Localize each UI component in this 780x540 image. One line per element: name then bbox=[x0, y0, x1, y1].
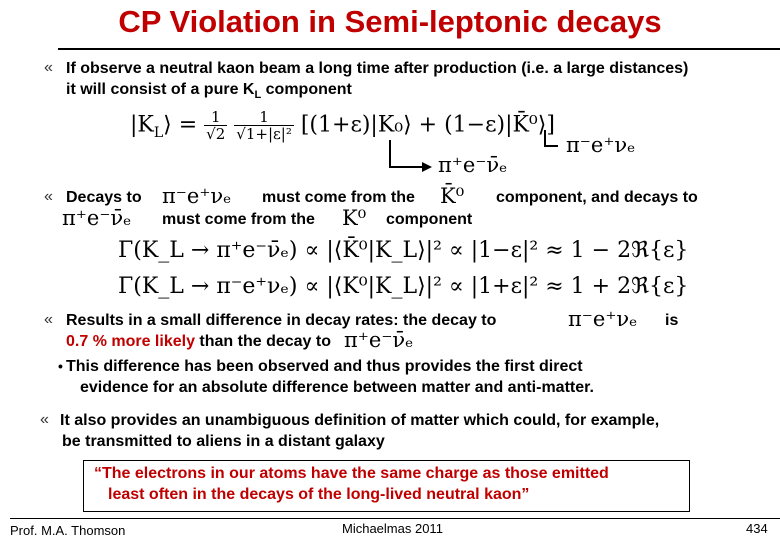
bullet3-line2: 0.7 % more likely than the decay to bbox=[66, 333, 331, 350]
bullet2-text-5: component bbox=[386, 211, 473, 228]
bullet3-math-1: π⁻e⁺νₑ bbox=[568, 307, 638, 331]
title-rule bbox=[58, 48, 780, 50]
gamma-equation-2: Γ(K_L → π⁻e⁺νₑ) ∝ |⟨K⁰|K_L⟩|² ∝ |1+ε|² ≈ 1 + 2ℜ{ε} bbox=[118, 274, 689, 299]
page-number: 434 bbox=[746, 521, 768, 536]
footer-term: Michaelmas 2011 bbox=[342, 521, 443, 536]
bullet-icon: « bbox=[44, 311, 53, 328]
bullet2-math-1: π⁻e⁺νₑ bbox=[162, 184, 232, 208]
bullet2-math-2: K̄⁰ bbox=[440, 184, 465, 208]
bullet2-text-4: must come from the bbox=[162, 211, 315, 228]
bullet2-text-2: must come from the bbox=[262, 189, 415, 206]
highlight-more-likely: 0.7 % more likely bbox=[66, 333, 195, 350]
bullet1-line1: If observe a neutral kaon beam a long time after production (i.e. a large distances) bbox=[66, 60, 689, 77]
frac-inv-sqrt2: $\frac{1}{√2}$ bbox=[206, 108, 226, 143]
gamma-equation-1: Γ(K_L → π⁺e⁻ν̄ₑ) ∝ |⟨K̄⁰|K_L⟩|² ∝ |1−ε|² ≈ 1 − 2ℜ{ε} bbox=[118, 238, 689, 263]
sub-bullet-line1: This difference has been observed and thus provides the first direct bbox=[66, 358, 583, 375]
bullet4-line1: It also provides an unambiguous definition of matter which could, for example, bbox=[60, 412, 660, 429]
bullet3-math-2: π⁺e⁻ν̄ₑ bbox=[344, 328, 414, 352]
bullet-icon: « bbox=[44, 59, 53, 76]
kl-equation: $|K_L⟩$ = $\frac{1}{√2}$ $\frac{1}{\text{√1+|ε|²}}$ [(1+ε)|K₀⟩ + (1−ε)|K̄⁰⟩] bbox=[130, 108, 555, 143]
bullet2-math-3: π⁺e⁻ν̄ₑ bbox=[62, 206, 132, 230]
branch-right-label: π⁻e⁺νₑ bbox=[566, 133, 636, 157]
footer-rule bbox=[10, 518, 780, 519]
bullet4-line2: be transmitted to aliens in a distant galaxy bbox=[62, 433, 385, 450]
frac-norm: $\frac{1}{\text{√1+|ε|²}}$ bbox=[236, 108, 292, 143]
quote-text: “The electrons in our atoms have the same charge as those emitted least often in the decays of the long-lived neutral kaon” bbox=[94, 465, 609, 503]
bullet2-math-4: K⁰ bbox=[342, 206, 367, 230]
bullet2-text-3: component, and decays to bbox=[496, 189, 698, 206]
bullet3-text-1: Results in a small difference in decay rates: the decay to bbox=[66, 312, 497, 329]
footer-author: Prof. M.A. Thomson bbox=[10, 523, 126, 538]
bullet3-text-2: is bbox=[665, 312, 679, 329]
bullet-icon: « bbox=[40, 411, 49, 428]
bullet1-line2: it will consist of a pure $K_L$ component bbox=[66, 81, 352, 102]
page-title: CP Violation in Semi-leptonic decays bbox=[118, 4, 662, 39]
quote-box bbox=[83, 460, 690, 512]
bullet-icon: « bbox=[44, 188, 53, 205]
bullet2-text-1: Decays to bbox=[66, 189, 142, 206]
branch-bottom-label: π⁺e⁻ν̄ₑ bbox=[438, 153, 508, 177]
sub-bullet-dot: • bbox=[58, 358, 63, 374]
sub-bullet-line2: evidence for an absolute difference between matter and anti-matter. bbox=[80, 379, 594, 396]
